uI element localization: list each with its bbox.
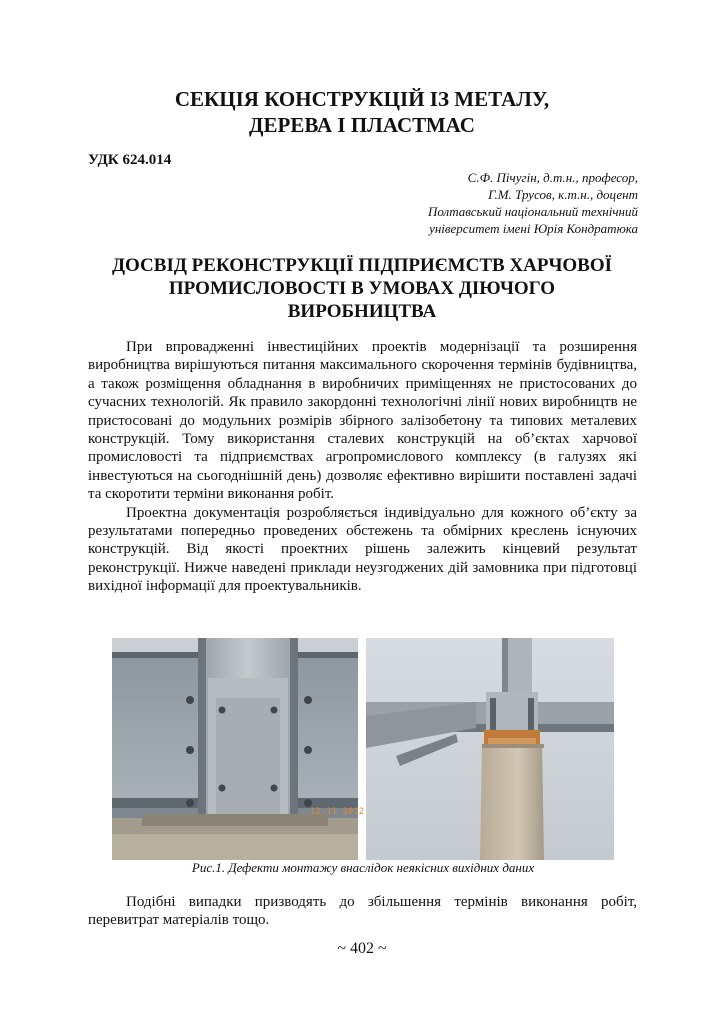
article-title-line-2: ПРОМИСЛОВОСТІ В УМОВАХ ДІЮЧОГО (168, 278, 556, 299)
paragraph-2: Проектна документація розробляється індивідуально для кожного об’єкту за результатами попередньо проведених обстежень та обмірних креслень існуючих конструкцій. Від якості проектних рішень залежить кінцевий результат реконструкції. Нижче наведені приклади неузгоджених дій замовника при підготовці вихідної інформації для проектувальників. (88, 504, 637, 595)
page-number: ~ 402 ~ (337, 940, 387, 957)
section-title-line-1: СЕКЦІЯ КОНСТРУКЦІЙ ІЗ МЕТАЛУ, (174, 87, 550, 111)
article-title-line-1: ДОСВІД РЕКОНСТРУКЦІЇ ПІДПРИЄМСТВ ХАРЧОВОЇ (111, 255, 613, 276)
figure-caption: Рис.1. Дефекти монтажу внаслідок неякісних вихідних даних (191, 860, 535, 875)
author-1: С.Ф. Пічугін, д.т.н., професор, (467, 170, 638, 185)
section-title (90, 86, 634, 138)
figure (112, 638, 614, 860)
article-title-line-3: ВИРОБНИЦТВА (287, 301, 437, 322)
body-text (88, 338, 637, 596)
photo-date-stamp: 12-11 2012 (310, 807, 365, 817)
photo-beam-on-concrete-column (366, 638, 614, 860)
section-title-line-2: ДЕРЕВА І ПЛАСТМАС (249, 113, 475, 137)
article-title (90, 254, 634, 323)
closing-text (88, 893, 637, 930)
paragraph-3: Подібні випадки призводять до збільшення термінів виконання робіт, перевитрат матеріалів тощо. (88, 894, 637, 929)
paragraph-1: При впровадженні інвестиційних проектів модернізації та розширення виробництва вирішуються питання максимального скорочення термінів будівництва, а також розміщення обладнання в виробничих приміщеннях не пристосованих до сучасних технологій. Як правило закордонні технологічні лінії нових виробництв не пристосовані до модульних розмірів збірного залізобетону та типових металевих конструкцій. Тому використання сталевих конструкцій на об’єктах харчової промисловості та підприємствах агропромислового комплексу (в галузях які інвестуються на сьогоднішній день) дозволяє ефективно вирішити поставлені задачі та скоротити терміни виконання робіт. (88, 339, 637, 503)
affiliation-line-2: університет імені Юрія Кондратюка (429, 221, 638, 236)
author-2: Г.М. Трусов, к.т.н., доцент (488, 187, 638, 202)
affiliation-line-1: Полтавський національний технічний (427, 204, 638, 219)
photo-beam-column-joint (112, 638, 365, 860)
udc-code: УДК 624.014 (88, 152, 172, 168)
author-block (318, 169, 638, 237)
